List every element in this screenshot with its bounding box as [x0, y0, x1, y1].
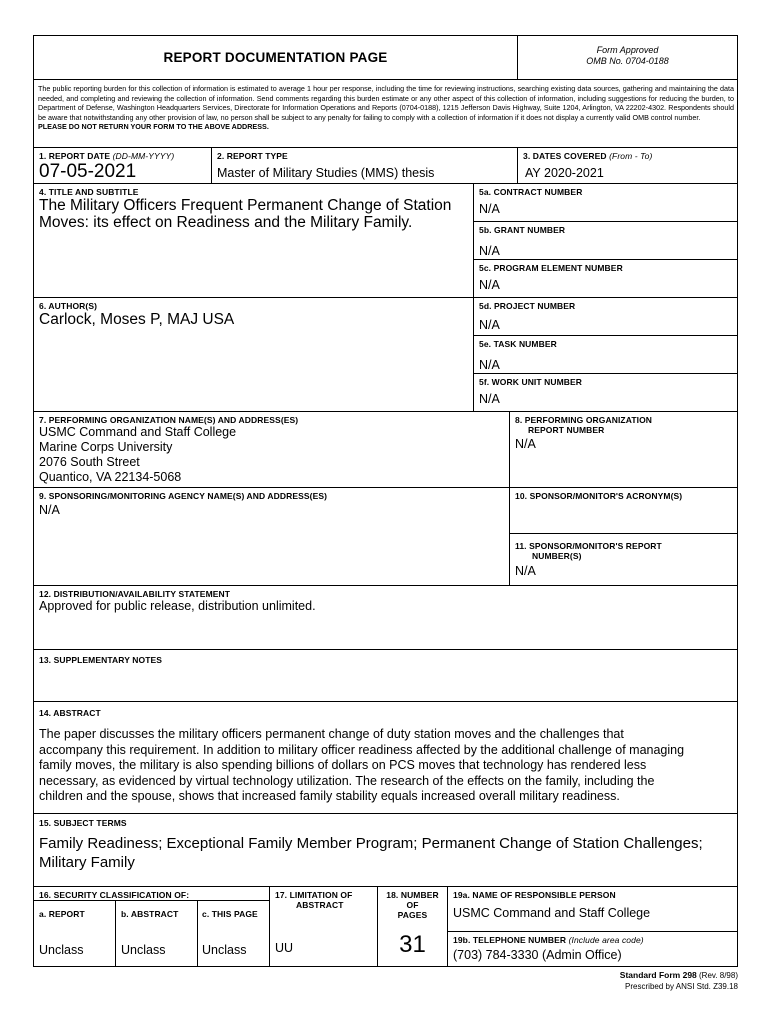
responsible-person-value: USMC Command and Staff College [453, 906, 651, 920]
author-label: 6. AUTHOR(S) [39, 301, 98, 311]
security-classification-header [34, 887, 270, 901]
project-number-cell[interactable] [474, 298, 737, 336]
work-unit-label: 5f. WORK UNIT NUMBER [479, 377, 583, 387]
prescribed-by: Prescribed by ANSI Std. Z39.18 [625, 982, 738, 991]
pages-cell[interactable] [378, 887, 448, 966]
performing-report-label-1: 8. PERFORMING ORGANIZATION [515, 415, 653, 425]
burden-statement [34, 80, 737, 148]
sponsoring-agency-cell[interactable] [34, 488, 510, 586]
telephone-label: 19b. TELEPHONE NUMBER [453, 935, 567, 945]
performing-org-label: 7. PERFORMING ORGANIZATION NAME(S) AND ADDRESS(ES) [39, 415, 299, 425]
program-element-value: N/A [479, 278, 500, 292]
project-number-value: N/A [479, 318, 500, 332]
task-number-cell[interactable] [474, 336, 737, 374]
form-title: REPORT DOCUMENTATION PAGE [163, 50, 388, 65]
dates-covered-hint: (From - To) [609, 151, 653, 161]
contract-number-value: N/A [479, 202, 500, 216]
subject-terms-line-1: Family Readiness; Exceptional Family Member Program; Permanent Change of Station Challenges; [39, 835, 703, 852]
sponsor-acronym-cell[interactable] [510, 488, 737, 534]
security-page-cell[interactable] [198, 901, 270, 966]
limitation-value: UU [275, 941, 294, 955]
report-type-value: Master of Military Studies (MMS) thesis [217, 166, 435, 180]
subject-terms-line-2: Military Family [39, 854, 135, 871]
grant-number-label: 5b. GRANT NUMBER [479, 225, 566, 235]
telephone-value: (703) 784-3330 (Admin Office) [453, 948, 622, 962]
responsible-person-cell[interactable] [448, 887, 737, 932]
omb-number: OMB No. 0704-0188 [586, 56, 669, 66]
responsible-person-label: 19a. NAME OF RESPONSIBLE PERSON [453, 890, 616, 900]
dates-covered-cell[interactable] [518, 148, 737, 184]
subject-terms-body [39, 834, 734, 872]
limitation-label-2: ABSTRACT [296, 900, 344, 910]
abstract-line-1: The paper discusses the military officers permanent change of duty station moves and the challenges that [39, 727, 624, 741]
work-unit-cell[interactable] [474, 374, 737, 412]
performing-report-value: N/A [515, 437, 536, 451]
title-line-2: Moves: its effect on Readiness and the Military Family. [39, 214, 413, 231]
pages-label-1: 18. NUMBER [386, 890, 439, 900]
dates-covered-value: AY 2020-2021 [525, 166, 604, 180]
form-footer [620, 970, 738, 992]
sponsor-report-label-1: 11. SPONSOR/MONITOR'S REPORT [515, 541, 662, 551]
security-page-label: c. THIS PAGE [202, 909, 258, 919]
report-date-value: 07-05-2021 [39, 161, 137, 182]
task-number-value: N/A [479, 358, 500, 372]
performing-org-line-1: USMC Command and Staff College [39, 425, 237, 439]
distribution-cell[interactable] [34, 586, 737, 650]
performing-org-cell[interactable] [34, 412, 510, 488]
contract-number-label: 5a. CONTRACT NUMBER [479, 187, 583, 197]
return-warning: PLEASE DO NOT RETURN YOUR FORM TO THE ABOVE ADDRESS. [38, 122, 269, 132]
abstract-line-2: accompany this requirement. In addition to military officer readiness affected by the additional challenge of managing [39, 742, 685, 757]
report-type-label: 2. REPORT TYPE [217, 151, 288, 161]
report-date-cell[interactable] [34, 148, 212, 184]
sponsor-acronym-label: 10. SPONSOR/MONITOR'S ACRONYM(S) [515, 491, 683, 501]
form-approved-text: Form Approved [596, 45, 659, 55]
report-type-cell[interactable] [212, 148, 518, 184]
program-element-cell[interactable] [474, 260, 737, 298]
security-page-value: Unclass [202, 943, 247, 957]
security-report-cell[interactable] [34, 901, 116, 966]
sponsoring-agency-value: N/A [39, 503, 60, 517]
performing-org-line-4: Quantico, VA 22134-5068 [39, 470, 182, 484]
security-abstract-label: b. ABSTRACT [121, 909, 179, 919]
title-line-1: The Military Officers Frequent Permanent Change of Station [39, 197, 452, 214]
performing-org-line-2: Marine Corps University [39, 440, 173, 454]
subject-terms-cell[interactable] [34, 814, 737, 887]
supplementary-notes-label: 13. SUPPLEMENTARY NOTES [39, 655, 163, 665]
task-number-label: 5e. TASK NUMBER [479, 339, 557, 349]
report-date-label: 1. REPORT DATE [39, 151, 111, 161]
abstract-body [39, 727, 734, 805]
omb-cell [518, 36, 737, 80]
supplementary-notes-cell[interactable] [34, 650, 737, 702]
title-label: 4. TITLE AND SUBTITLE [39, 187, 139, 197]
sponsor-report-value: N/A [515, 564, 536, 578]
security-report-label: a. REPORT [39, 909, 85, 919]
telephone-hint: (Include area code) [568, 935, 644, 945]
burden-text: The public reporting burden for this collection of information is estimated to average 1 hour per response, including the time for reviewing instructions, searching existing data sources, gathering and maintaining the data needed, and completing and reviewing the collection of information. Send comments regarding this burden estimate or any other aspect of this collection of information, including suggestions for reducing the burden, to Department of Defense, Washington Headquarters Services, Directorate for Information Operations and Reports (0704-0188), 1215 Jefferson Davis Highway, Suite 1204, Arlington, VA 22202-4302. Respondents should be aware that notwithstanding any other provision of law, no person shall be subject to any penalty for failing to comply with a collection of information if it does not display a currently valid OMB control number. [38, 84, 734, 122]
author-value: Carlock, Moses P, MAJ USA [39, 311, 235, 328]
dates-covered-label: 3. DATES COVERED [523, 151, 607, 161]
abstract-cell[interactable] [34, 702, 737, 814]
pages-value: 31 [399, 931, 426, 958]
abstract-line-3: family moves, the military is also spending billions of dollars on PCS moves that technology has rendered less [39, 758, 647, 772]
project-number-label: 5d. PROJECT NUMBER [479, 301, 576, 311]
standard-form-name: Standard Form 298 [619, 970, 697, 980]
contract-number-cell[interactable] [474, 184, 737, 222]
abstract-label: 14. ABSTRACT [39, 708, 101, 718]
grant-number-cell[interactable] [474, 222, 737, 260]
abstract-line-5: children and the spouse, shows that increased family stability equals increased overall military readiness. [39, 789, 620, 803]
sponsor-report-label-2: NUMBER(S) [532, 551, 582, 561]
security-report-value: Unclass [39, 943, 84, 957]
performing-org-line-3: 2076 South Street [39, 455, 140, 469]
work-unit-value: N/A [479, 392, 500, 406]
report-documentation-form [33, 35, 738, 967]
security-abstract-cell[interactable] [116, 901, 198, 966]
sponsor-report-cell[interactable] [510, 534, 737, 586]
pages-label-3: PAGES [397, 910, 428, 920]
performing-report-cell[interactable] [510, 412, 737, 488]
sponsoring-agency-label: 9. SPONSORING/MONITORING AGENCY NAME(S) AND ADDRESS(ES) [39, 491, 328, 501]
performing-report-label-2: REPORT NUMBER [528, 425, 605, 435]
abstract-line-4: necessary, as evidenced by virtual technology utilization. The research of the effects on the family, including the [39, 773, 655, 788]
author-cell[interactable] [34, 298, 474, 412]
form-revision: (Rev. 8/98) [699, 971, 738, 980]
limitation-cell[interactable] [270, 887, 378, 966]
form-title-cell [34, 36, 518, 80]
distribution-label: 12. DISTRIBUTION/AVAILABILITY STATEMENT [39, 589, 231, 599]
report-date-hint: (DD-MM-YYYY) [112, 151, 175, 161]
title-cell[interactable] [34, 184, 474, 298]
pages-label-2: OF [406, 900, 419, 910]
telephone-cell[interactable] [448, 932, 737, 966]
program-element-label: 5c. PROGRAM ELEMENT NUMBER [479, 263, 623, 273]
security-abstract-value: Unclass [121, 943, 166, 957]
limitation-label-1: 17. LIMITATION OF [275, 890, 353, 900]
grant-number-value: N/A [479, 244, 500, 258]
security-classification-label: 16. SECURITY CLASSIFICATION OF: [39, 890, 190, 900]
subject-terms-label: 15. SUBJECT TERMS [39, 818, 127, 828]
distribution-value: Approved for public release, distribution unlimited. [39, 599, 316, 613]
